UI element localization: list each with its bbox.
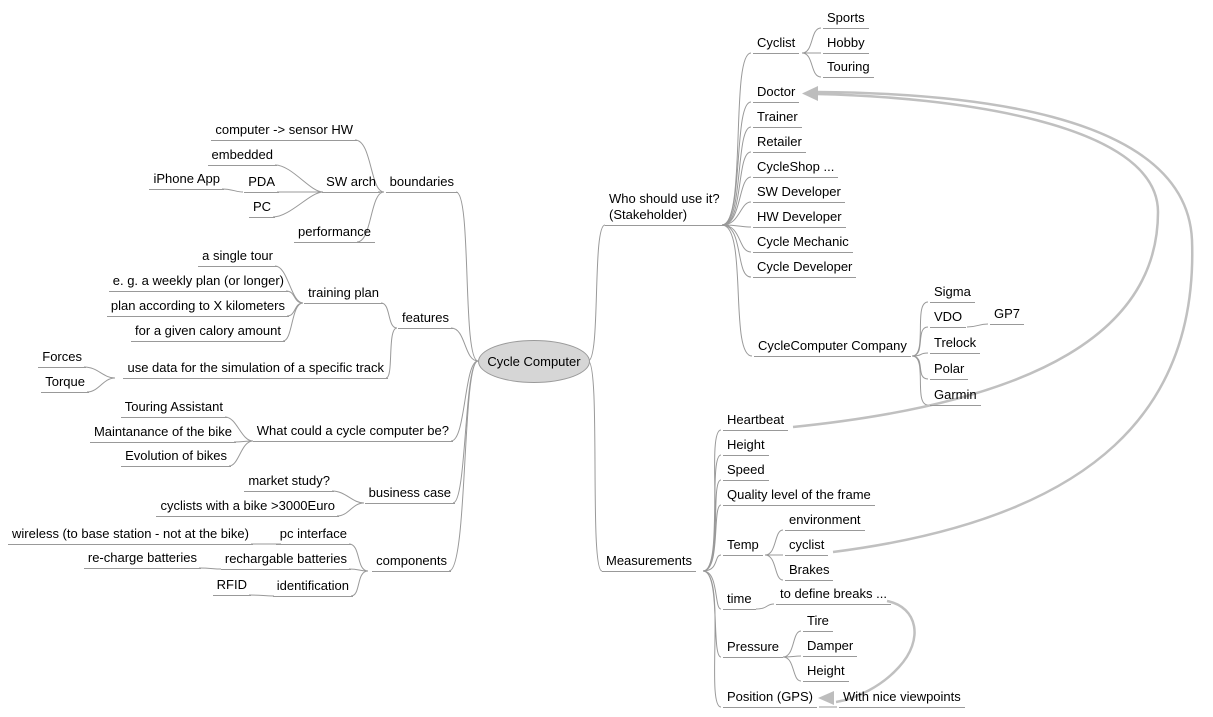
- node-a-single-tour[interactable]: a single tour: [198, 248, 277, 267]
- edge: [381, 303, 397, 328]
- node-brakes[interactable]: Brakes: [785, 562, 833, 581]
- node-position-gps[interactable]: Position (GPS): [723, 689, 817, 708]
- node-rechargable-batteries[interactable]: rechargable batteries: [221, 551, 351, 570]
- node-identification[interactable]: identification: [273, 578, 353, 597]
- node-measurements[interactable]: Measurements: [602, 553, 696, 572]
- node-cycle-developer[interactable]: Cycle Developer: [753, 259, 856, 278]
- edge: [703, 571, 721, 609]
- node-performance[interactable]: performance: [294, 224, 375, 243]
- node-tire[interactable]: Tire: [803, 613, 833, 632]
- node-doctor[interactable]: Doctor: [753, 84, 799, 103]
- node-environment[interactable]: environment: [785, 512, 865, 531]
- edge: [456, 192, 478, 361]
- edge: [199, 568, 221, 569]
- node-pda[interactable]: PDA: [244, 174, 279, 193]
- edge: [222, 189, 243, 192]
- node-sw-developer[interactable]: SW Developer: [753, 184, 845, 203]
- edge: [588, 225, 605, 361]
- edge: [273, 192, 323, 217]
- node-hobby[interactable]: Hobby: [823, 35, 869, 54]
- node-sw-arch[interactable]: SW arch: [322, 174, 380, 193]
- node-components[interactable]: components: [372, 553, 451, 572]
- edge: [765, 530, 783, 555]
- node-business-case[interactable]: business case: [365, 485, 455, 504]
- edge: [249, 595, 274, 596]
- node-damper[interactable]: Damper: [803, 638, 857, 657]
- node-trainer[interactable]: Trainer: [753, 109, 802, 128]
- node-gp7[interactable]: GP7: [990, 306, 1024, 325]
- node-evolution-of-bikes[interactable]: Evolution of bikes: [121, 448, 231, 467]
- edge: [229, 441, 253, 466]
- node-rfid[interactable]: RFID: [213, 577, 251, 596]
- edge: [87, 378, 115, 392]
- edge: [765, 555, 783, 580]
- node-simulation-track[interactable]: use data for the simulation of a specific track: [123, 360, 388, 379]
- node-pressure-height[interactable]: Height: [803, 663, 849, 682]
- edge: [802, 28, 821, 53]
- edge: [287, 303, 303, 316]
- node-temp-cyclist[interactable]: cyclist: [785, 537, 828, 556]
- node-what-could-be[interactable]: What could a cycle computer be?: [253, 423, 453, 442]
- node-polar[interactable]: Polar: [930, 361, 968, 380]
- node-training-plan[interactable]: training plan: [304, 285, 383, 304]
- node-boundaries[interactable]: boundaries: [386, 174, 458, 193]
- node-touring[interactable]: Touring: [823, 59, 874, 78]
- edge: [453, 361, 478, 503]
- edge: [783, 631, 801, 657]
- link-arrowhead-doctor: [802, 86, 818, 101]
- node-to-define-breaks[interactable]: to define breaks ...: [776, 586, 891, 605]
- edge: [337, 503, 364, 516]
- edge: [912, 353, 928, 356]
- node-cyclists-3000euro[interactable]: cyclists with a bike >3000Euro: [156, 498, 339, 517]
- node-sigma[interactable]: Sigma: [930, 284, 975, 303]
- node-embedded[interactable]: embedded: [208, 147, 277, 166]
- edge: [967, 324, 988, 327]
- node-weekly-plan[interactable]: e. g. a weekly plan (or longer): [109, 273, 288, 292]
- node-quality-level[interactable]: Quality level of the frame: [723, 487, 875, 506]
- node-sports[interactable]: Sports: [823, 10, 869, 29]
- node-hw-developer[interactable]: HW Developer: [753, 209, 846, 228]
- edge: [588, 361, 602, 571]
- node-torque[interactable]: Torque: [41, 374, 89, 393]
- node-stakeholder[interactable]: Who should use it? (Stakeholder): [605, 191, 729, 226]
- edge: [449, 361, 478, 571]
- node-height[interactable]: Height: [723, 437, 769, 456]
- node-retailer[interactable]: Retailer: [753, 134, 806, 153]
- edge: [349, 544, 368, 571]
- edge: [756, 604, 774, 609]
- node-root[interactable]: Cycle Computer: [478, 340, 590, 383]
- node-calory-amount[interactable]: for a given calory amount: [131, 323, 285, 342]
- edge: [802, 53, 821, 77]
- node-maintanance[interactable]: Maintanance of the bike: [90, 424, 236, 443]
- node-re-charge-batteries[interactable]: re-charge batteries: [84, 550, 201, 569]
- node-cyclist[interactable]: Cyclist: [753, 35, 799, 54]
- node-cycleshop[interactable]: CycleShop ...: [753, 159, 838, 178]
- node-temp[interactable]: Temp: [723, 537, 763, 556]
- node-speed[interactable]: Speed: [723, 462, 769, 481]
- node-cycle-mechanic[interactable]: Cycle Mechanic: [753, 234, 853, 253]
- node-features[interactable]: features: [398, 310, 453, 329]
- edge: [351, 571, 368, 596]
- link-arrowhead-position-gps: [818, 691, 834, 705]
- edge: [451, 361, 478, 441]
- node-time[interactable]: time: [723, 591, 756, 610]
- edge: [722, 225, 751, 252]
- node-vdo[interactable]: VDO: [930, 309, 966, 328]
- node-pc[interactable]: PC: [249, 199, 275, 218]
- node-forces[interactable]: Forces: [38, 349, 86, 368]
- node-iphone-app[interactable]: iPhone App: [149, 171, 224, 190]
- edge: [703, 430, 721, 571]
- node-market-study[interactable]: market study?: [244, 473, 334, 492]
- node-garmin[interactable]: Garmin: [930, 387, 981, 406]
- edge: [703, 455, 721, 571]
- node-trelock[interactable]: Trelock: [930, 335, 980, 354]
- node-computer-sensor-hw[interactable]: computer -> sensor HW: [211, 122, 357, 141]
- edge: [703, 571, 721, 707]
- edge: [275, 165, 323, 192]
- node-pressure[interactable]: Pressure: [723, 639, 783, 658]
- node-pc-interface[interactable]: pc interface: [276, 526, 351, 545]
- node-plan-x-kilometers[interactable]: plan according to X kilometers: [107, 298, 289, 317]
- node-touring-assistant[interactable]: Touring Assistant: [121, 399, 227, 418]
- edge: [783, 657, 801, 681]
- node-wireless[interactable]: wireless (to base station - not at the bike): [8, 526, 253, 545]
- node-heartbeat[interactable]: Heartbeat: [723, 412, 788, 431]
- node-cyclecomputer-company[interactable]: CycleComputer Company: [754, 338, 911, 357]
- edge: [703, 505, 721, 571]
- node-with-nice-viewpoints[interactable]: With nice viewpoints: [839, 689, 965, 708]
